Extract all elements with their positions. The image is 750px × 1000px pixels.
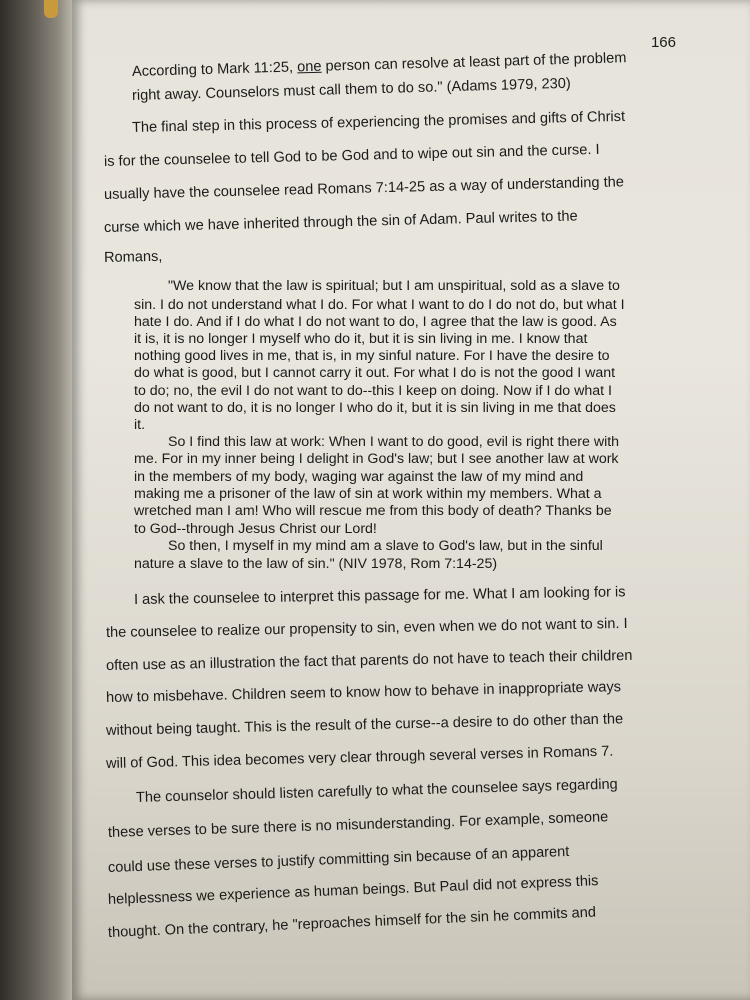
- quote-line: me. For in my inner being I delight in God's law; but I see another law at work: [134, 451, 619, 467]
- paragraph-line: Romans,: [103, 248, 163, 266]
- paragraph-line: is for the counselee to tell God to be God and to wipe out sin and the curse. I: [103, 141, 600, 170]
- underlined-word: one: [296, 58, 322, 76]
- paragraph-line: I ask the counselee to interpret this passage for me. What I am looking for is: [133, 584, 626, 608]
- bookmark-ribbon: [44, 0, 58, 18]
- paragraph-line: will of God. This idea becomes very clear through several verses in Romans 7.: [105, 743, 614, 772]
- page-number: 166: [650, 34, 676, 51]
- quote-line: it.: [134, 417, 146, 433]
- paragraph-line: these verses to be sure there is no misunderstanding. For example, someone: [107, 809, 609, 841]
- paragraph-line: could use these verses to justify committing sin because of an apparent: [107, 843, 570, 876]
- quote-line: making me a prisoner of the law of sin at work within my members. What a: [134, 486, 602, 502]
- quote-line: nothing good lives in me, that is, in my sinful nature. For I have the desire to: [134, 348, 610, 364]
- paragraph-line: without being taught. This is the result of the curse--a desire to do other than the: [105, 711, 624, 739]
- opening-line-1: According to Mark 11:25, one person can resolve at least part of the problem: [131, 50, 627, 80]
- quote-line: to do; no, the evil I do not want to do--this I keep on doing. Now if I do what I: [134, 383, 612, 399]
- quote-line: do not want to do, it is no longer I who do it, but it is sin living in me that does: [134, 400, 616, 416]
- quote-line: nature a slave to the law of sin." (NIV 1978, Rom 7:14-25): [134, 556, 498, 572]
- paragraph-line: The counselor should listen carefully to what the counselee says regarding: [135, 776, 618, 806]
- paragraph-line: The final step in this process of experiencing the promises and gifts of Christ: [131, 108, 626, 136]
- quote-line: So then, I myself in my mind am a slave to God's law, but in the sinful: [168, 538, 603, 554]
- paragraph-line: curse which we have inherited through the sin of Adam. Paul writes to the: [103, 208, 578, 236]
- opening-line-2: right away. Counselors must call them to do so." (Adams 1979, 230): [131, 75, 571, 104]
- paragraph-line: thought. On the contrary, he "reproaches himself for the sin he commits and: [107, 904, 597, 941]
- quote-line: So I find this law at work: When I want to do good, evil is right there with: [168, 434, 620, 450]
- quote-line: sin. I do not understand what I do. For what I want to do I do not do, but what I: [134, 297, 625, 313]
- paragraph-line: the counselee to realize our propensity to sin, even when we do not want to sin. I: [105, 615, 628, 641]
- quote-line: wretched man I am! Who will rescue me from this body of death? Thanks be: [134, 503, 612, 519]
- quote-line: in the members of my body, waging war against the law of my mind and: [134, 469, 584, 485]
- quote-line: to God--through Jesus Christ our Lord!: [134, 521, 377, 537]
- quote-line: it is, it is no longer I myself who do it, but it is sin living in me. I know that: [134, 331, 588, 347]
- quote-line: do what is good, but I cannot carry it out. For what I do is not the good I want: [134, 365, 616, 381]
- paragraph-line: helplessness we experience as human beings. But Paul did not express this: [107, 873, 599, 908]
- book-page: [72, 0, 750, 1000]
- book-binding: [0, 0, 72, 1000]
- quote-line: hate I do. And if I do what I do not want to do, I agree that the law is good. As: [134, 314, 617, 330]
- paragraph-line: usually have the counselee read Romans 7:14-25 as a way of understanding the: [103, 174, 625, 203]
- paragraph-line: how to misbehave. Children seem to know how to behave in inappropriate ways: [105, 679, 622, 706]
- quote-line: "We know that the law is spiritual; but I am unspiritual, sold as a slave to: [168, 278, 620, 294]
- paragraph-line: often use as an illustration the fact that parents do not have to teach their children: [105, 647, 633, 674]
